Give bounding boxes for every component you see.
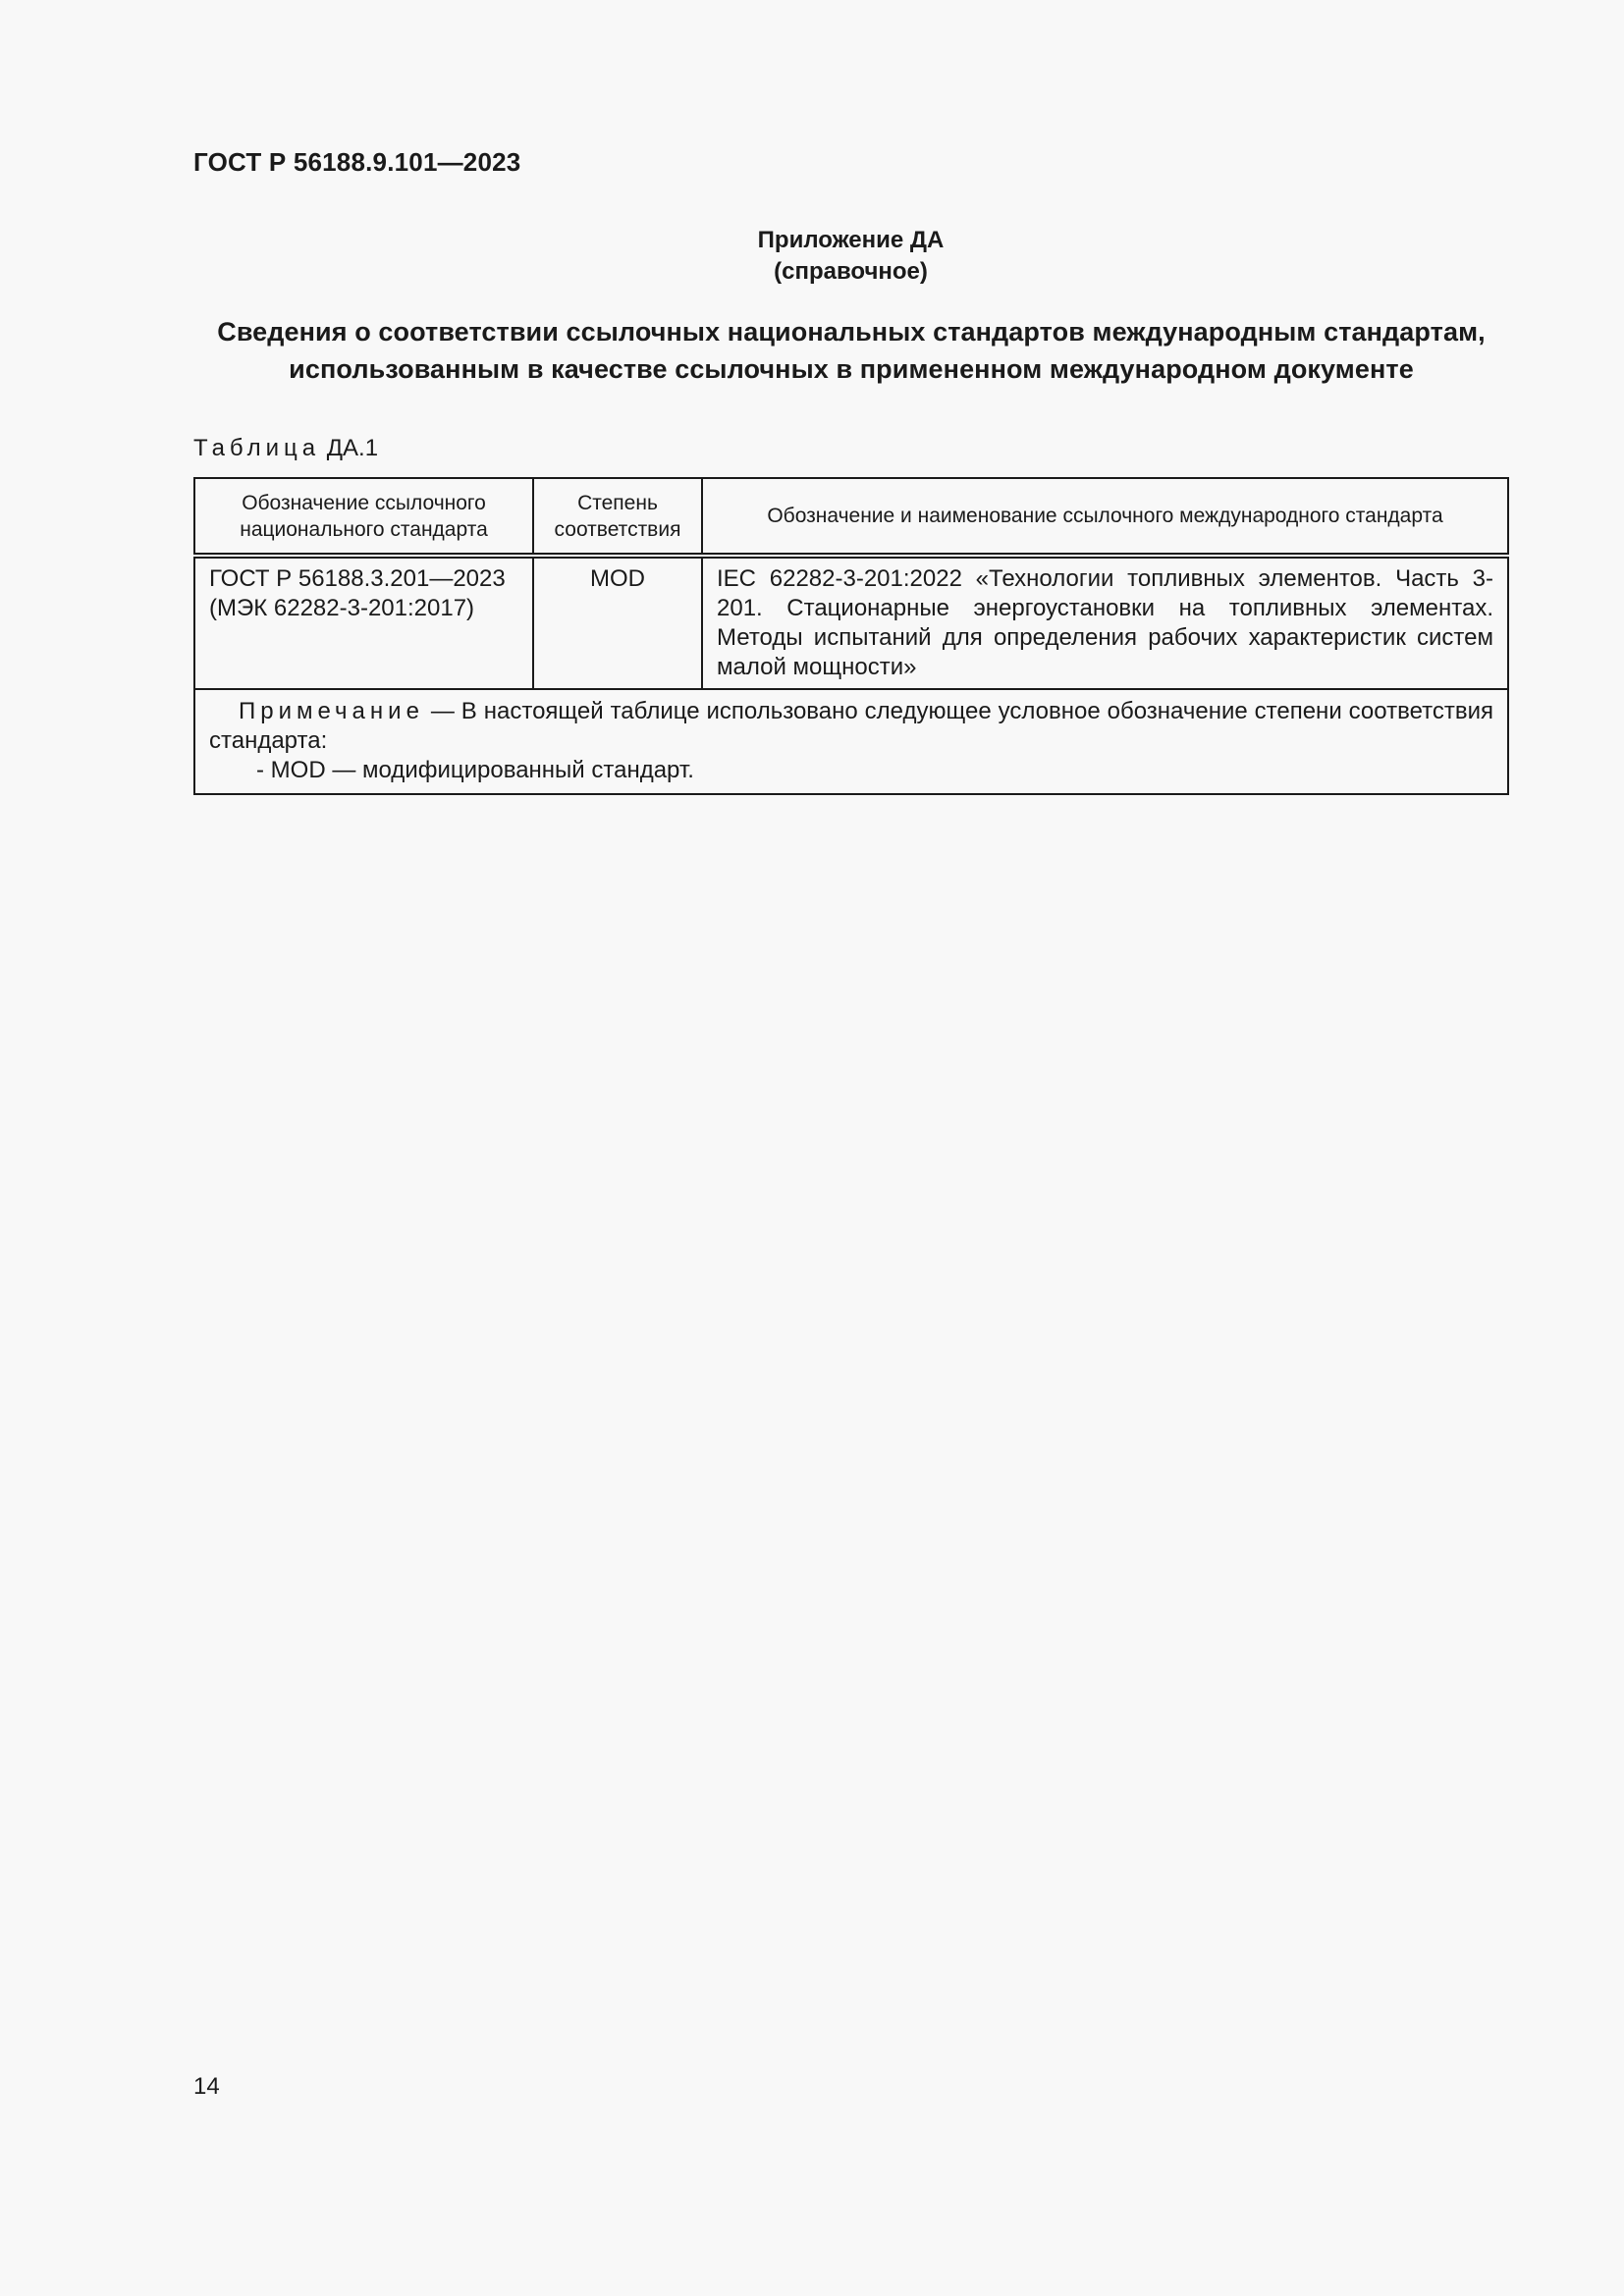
- table-caption-word: Таблица: [193, 435, 321, 461]
- annex-title: Приложение ДА: [757, 227, 945, 253]
- section-title-line-2: использованным в качестве ссылочных в примененном международном документе: [289, 354, 1414, 384]
- header-national-line-1: Обозначение ссылочного: [242, 491, 486, 514]
- note-list-item: - MOD — модифицированный стандарт.: [256, 757, 694, 783]
- national-standard-equivalent: (МЭК 62282-3-201:2017): [209, 595, 475, 621]
- cell-international-standard: IEC 62282-3-201:2022 «Технологии топливных элементов. Часть 3-201. Стационарные энергоустановки на топливных элементах. Методы испытаний для определения рабочих характеристик систем малой мощности»: [702, 556, 1508, 689]
- note-label: Примечание: [239, 698, 424, 724]
- table-note: [194, 689, 1508, 794]
- header-degree-line-2: соответствия: [554, 517, 681, 541]
- header-degree: [533, 478, 702, 556]
- table-header-row: [194, 478, 1508, 556]
- note-text: — В настоящей таблице использовано следующее условное обозначение степени соответствия стандарта:: [209, 698, 1493, 754]
- annex-kind: (справочное): [774, 258, 928, 285]
- page-number: 14: [193, 2073, 220, 2100]
- table-row: [194, 556, 1508, 689]
- header-national-standard: [194, 478, 533, 556]
- table-note-row: [194, 689, 1508, 794]
- table-caption: [193, 435, 378, 462]
- document-header: ГОСТ Р 56188.9.101—2023: [193, 147, 521, 177]
- national-standard-designation: ГОСТ Р 56188.3.201—2023: [209, 565, 506, 592]
- reference-standards-table: [193, 477, 1509, 795]
- section-title-line-1: Сведения о соответствии ссылочных национальных стандартов международным стандартам,: [217, 317, 1486, 347]
- header-international-standard: Обозначение и наименование ссылочного международного стандарта: [702, 478, 1508, 556]
- header-national-line-2: национального стандарта: [240, 517, 488, 541]
- table-caption-id: ДА.1: [326, 435, 379, 461]
- section-title: [193, 313, 1509, 388]
- annex-heading: [0, 225, 1624, 288]
- note-paragraph: [209, 697, 1493, 756]
- cell-national-standard: [194, 556, 533, 689]
- cell-degree: MOD: [533, 556, 702, 689]
- header-degree-line-1: Степень: [577, 491, 658, 514]
